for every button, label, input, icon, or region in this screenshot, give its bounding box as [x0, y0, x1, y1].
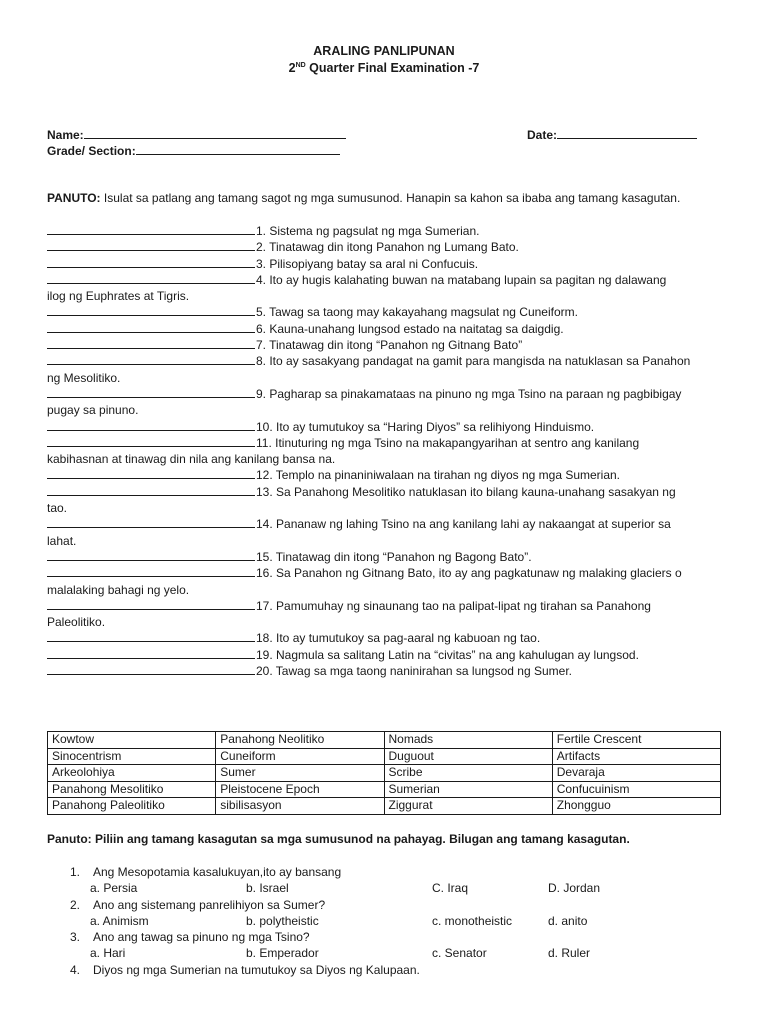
- mc-options: [70, 880, 730, 896]
- answer-blank[interactable]: [47, 419, 255, 431]
- item-text: 16. Sa Panahon ng Gitnang Bato, ito ay ang pagkatunaw ng malaking glaciers o: [256, 566, 682, 581]
- identification-item: [47, 647, 727, 663]
- identification-item: [47, 598, 727, 614]
- answer-option[interactable]: d. anito: [548, 913, 588, 928]
- answer-option[interactable]: a. Animism: [90, 913, 149, 928]
- answer-option[interactable]: b. polytheistic: [246, 913, 319, 928]
- answer-blank[interactable]: [47, 272, 255, 284]
- item-text-continuation: pugay sa pinuno.: [47, 403, 139, 418]
- item-text: 5. Tawag sa taong may kakayahang magsulat ng Cuneiform.: [256, 305, 578, 320]
- exam-subject-title: ARALING PANLIPUNAN: [313, 44, 455, 58]
- table-row: [48, 781, 721, 798]
- mc-question: [70, 962, 730, 978]
- table-cell: Confucuinism: [552, 781, 720, 798]
- item-text: 4. Ito ay hugis kalahating buwan na matabang lupain sa pagitan ng dalawang: [256, 272, 667, 287]
- question-number: 1.: [70, 865, 81, 879]
- item-text: 9. Pagharap sa pinakamataas na pinuno ng mga Tsino na paraan ng pagbibigay: [256, 386, 682, 401]
- table-cell: Devaraja: [552, 765, 720, 782]
- table-cell: Scribe: [384, 765, 552, 782]
- question-number: 3.: [70, 930, 81, 945]
- table-cell: Panahong Paleolitiko: [48, 798, 216, 815]
- identification-item: [47, 256, 727, 272]
- answer-option[interactable]: c. Senator: [432, 946, 487, 961]
- identification-item: [47, 239, 727, 255]
- identification-item: [47, 663, 727, 679]
- table-cell: Sumer: [216, 765, 384, 782]
- item-text: 12. Templo na pinaniniwalaan na tirahan ng diyos ng mga Sumerian.: [256, 468, 621, 483]
- question-text: Ano ang sistemang panrelihiyon sa Sumer?: [93, 897, 326, 912]
- answer-option[interactable]: a. Hari: [90, 946, 126, 961]
- answer-option[interactable]: b. Emperador: [246, 946, 319, 961]
- table-cell: Fertile Crescent: [552, 732, 720, 749]
- instructions-part2: Panuto: Piliin ang tamang kasagutan sa mga sumusunod na pahayag. Bilugan ang tamang kasagutan.: [47, 832, 630, 846]
- mc-question: [70, 864, 730, 880]
- item-text: 7. Tinatawag din itong “Panahon ng Gitnang Bato”: [256, 338, 523, 353]
- question-text: Ano ang tawag sa pinuno ng mga Tsino?: [93, 930, 310, 945]
- answer-blank[interactable]: [47, 484, 255, 496]
- table-row: [48, 798, 721, 815]
- item-text: 14. Pananaw ng lahing Tsino na ang kanilang lahi ay nakaangat at superior sa: [256, 517, 671, 532]
- identification-item: [47, 386, 727, 402]
- answer-blank[interactable]: [47, 239, 255, 251]
- table-cell: Panahong Neolitiko: [216, 732, 384, 749]
- answer-option[interactable]: c. monotheistic: [432, 913, 513, 928]
- item-text-continuation: malalaking bahagi ng yelo.: [47, 582, 190, 597]
- answer-blank[interactable]: [47, 337, 255, 349]
- table-cell: Sinocentrism: [48, 748, 216, 765]
- table-cell: Ziggurat: [384, 798, 552, 815]
- item-text: 10. Ito ay tumutukoy sa “Haring Diyos” sa relihiyong Hinduismo.: [256, 419, 595, 434]
- identification-item: [47, 337, 727, 353]
- answer-option[interactable]: b. Israel: [246, 881, 289, 896]
- item-text: 13. Sa Panahong Mesolitiko natuklasan ito bilang kauna-unahang sasakyan ng: [256, 484, 676, 499]
- grade-section-field: [47, 143, 340, 158]
- item-text: 18. Ito ay tumutukoy sa pag-aaral ng kabuoan ng tao.: [256, 631, 541, 646]
- table-cell: Zhongguo: [552, 798, 720, 815]
- table-row: [48, 765, 721, 782]
- answer-option[interactable]: a. Persia: [90, 881, 138, 896]
- identification-item: [47, 304, 727, 320]
- question-number: 4.: [70, 962, 81, 977]
- table-cell: Cuneiform: [216, 748, 384, 765]
- answer-option[interactable]: d. Ruler: [548, 946, 591, 961]
- table-row: [48, 732, 721, 749]
- question-text: Ang Mesopotamia kasalukuyan,ito ay bansang: [93, 865, 342, 879]
- table-cell: Arkeolohiya: [48, 765, 216, 782]
- identification-item: [47, 516, 727, 532]
- date-blank[interactable]: [557, 127, 697, 139]
- answer-blank[interactable]: [47, 516, 255, 528]
- identification-item: [47, 223, 727, 239]
- table-row: [48, 748, 721, 765]
- instructions-text: Isulat sa patlang ang tamang sagot ng mga sumusunod. Hanapin sa kahon sa ibaba ang tamang kasagutan.: [100, 191, 681, 205]
- name-label: Name:: [47, 128, 84, 142]
- answer-blank[interactable]: [47, 435, 255, 447]
- identification-item: [47, 435, 727, 451]
- answer-blank[interactable]: [47, 663, 255, 675]
- item-text: 11. Itinuturing ng mga Tsino na makapangyarihan at sentro ang kanilang: [256, 435, 640, 450]
- item-text-continuation: ilog ng Euphrates at Tigris.: [47, 289, 190, 304]
- name-blank[interactable]: [84, 127, 346, 139]
- answer-blank[interactable]: [47, 598, 255, 610]
- multiple-choice-questions: [70, 864, 730, 978]
- table-cell: sibilisasyon: [216, 798, 384, 815]
- item-text-continuation: lahat.: [47, 533, 77, 548]
- table-cell: Sumerian: [384, 781, 552, 798]
- identification-items: [47, 223, 727, 679]
- item-text-continuation: tao.: [47, 501, 68, 516]
- answer-blank[interactable]: [47, 565, 255, 577]
- question-text: Diyos ng mga Sumerian na tumutukoy sa Diyos ng Kalupaan.: [93, 962, 420, 977]
- item-text: 15. Tinatawag din itong “Panahon ng Bagong Bato”.: [256, 549, 532, 564]
- answer-blank[interactable]: [47, 386, 255, 398]
- answer-blank[interactable]: [47, 353, 255, 365]
- answer-blank[interactable]: [47, 304, 255, 316]
- identification-item: [47, 272, 727, 288]
- answer-blank[interactable]: [47, 223, 255, 235]
- identification-item: [47, 484, 727, 500]
- table-cell: Kowtow: [48, 732, 216, 749]
- exam-ordinal-suffix: ND: [295, 61, 306, 69]
- grade-section-label: Grade/ Section:: [47, 144, 136, 158]
- exam-ordinal: 2: [288, 61, 296, 75]
- grade-section-blank[interactable]: [136, 143, 340, 155]
- answer-blank[interactable]: [47, 256, 255, 268]
- item-text-continuation: Paleolitiko.: [47, 615, 106, 630]
- mc-options: [70, 945, 730, 961]
- exam-subtitle: [0, 61, 768, 75]
- date-field: [527, 127, 697, 142]
- identification-item: [47, 549, 727, 565]
- answer-blank[interactable]: [47, 647, 255, 659]
- answer-option[interactable]: C. Iraq: [432, 881, 469, 896]
- answer-blank[interactable]: [47, 467, 255, 479]
- identification-item: [47, 321, 727, 337]
- instructions-part1: [47, 191, 680, 205]
- answer-blank[interactable]: [47, 549, 255, 561]
- table-cell: Duguout: [384, 748, 552, 765]
- table-cell: Pleistocene Epoch: [216, 781, 384, 798]
- identification-item: [47, 419, 727, 435]
- mc-question: [70, 929, 730, 945]
- item-text: 20. Tawag sa mga taong naninirahan sa lungsod ng Sumer.: [256, 664, 572, 679]
- identification-item: [47, 565, 727, 581]
- identification-item: [47, 630, 727, 646]
- instructions-lead: PANUTO:: [47, 191, 101, 205]
- answer-option[interactable]: D. Jordan: [548, 881, 601, 896]
- question-number: 2.: [70, 897, 81, 912]
- mc-question: [70, 897, 730, 913]
- table-cell: Panahong Mesolitiko: [48, 781, 216, 798]
- item-text: 17. Pamumuhay ng sinaunang tao na palipat-lipat ng tirahan sa Panahong: [256, 598, 651, 613]
- name-field: [47, 127, 346, 142]
- item-text: 8. Ito ay sasakyang pandagat na gamit para mangisda na natuklasan sa Panahon: [256, 354, 691, 369]
- item-text: 1. Sistema ng pagsulat ng mga Sumerian.: [256, 224, 480, 238]
- table-cell: Nomads: [384, 732, 552, 749]
- item-text: 3. Pilisopiyang batay sa aral ni Confucuis.: [256, 256, 479, 271]
- item-text: 6. Kauna-unahang lungsod estado na naitatag sa daigdig.: [256, 321, 564, 336]
- identification-item: [47, 353, 727, 369]
- item-text: 19. Nagmula sa salitang Latin na “civitas” na ang kahulugan ay lungsod.: [256, 647, 639, 662]
- item-text: 2. Tinatawag din itong Panahon ng Lumang Bato.: [256, 240, 519, 255]
- identification-item: [47, 467, 727, 483]
- exam-subtitle-rest: Quarter Final Examination -7: [305, 61, 480, 75]
- date-label: Date:: [527, 128, 558, 142]
- item-text-continuation: ng Mesolitiko.: [47, 370, 121, 385]
- mc-options: [70, 913, 730, 929]
- answer-blank[interactable]: [47, 630, 255, 642]
- item-text-continuation: kabihasnan at tinawag din nila ang kanilang bansa na.: [47, 452, 336, 467]
- answer-choices-table: [47, 731, 721, 815]
- answer-blank[interactable]: [47, 321, 255, 333]
- table-cell: Artifacts: [552, 748, 720, 765]
